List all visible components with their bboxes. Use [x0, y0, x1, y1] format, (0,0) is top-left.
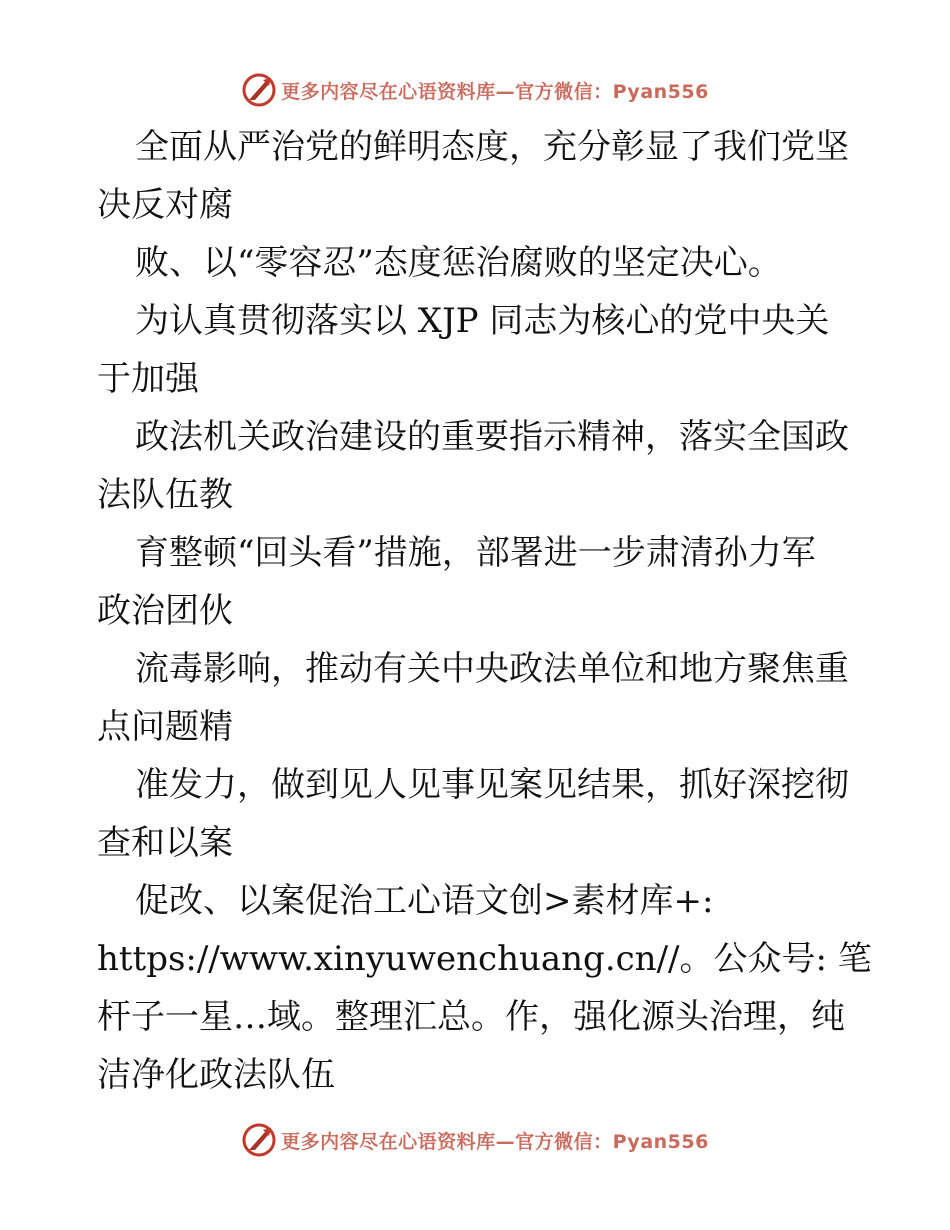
- text-line: 法队伍教: [97, 475, 233, 515]
- text-line: 准发力，做到见人见事见案见结果，抓好深挖彻: [135, 765, 849, 805]
- text-line: 于加强: [97, 359, 199, 399]
- text-line: 点问题精: [97, 707, 233, 747]
- text-line: 查和以案: [97, 823, 233, 863]
- watermark-text: 更多内容尽在心语资料库—官方微信：Pyan556: [281, 80, 709, 103]
- footer-watermark-banner: [0, 1120, 950, 1160]
- text-line: 流毒影响，推动有关中央政法单位和地方聚焦重: [135, 649, 849, 689]
- text-line: 育整顿“回头看”措施，部署进一步肃清孙力军: [135, 533, 816, 573]
- watermark-text: 更多内容尽在心语资料库—官方微信：Pyan556: [281, 1130, 709, 1153]
- text-line: 全面从严治党的鲜明态度，充分彰显了我们党坚: [135, 127, 849, 167]
- text-line: 为认真贯彻落实以 XJP 同志为核心的党中央关: [135, 301, 830, 341]
- quill-pen-logo-icon: [241, 1122, 277, 1158]
- text-line: 杆子一星…域。整理汇总。作，强化源头治理，纯: [97, 997, 845, 1037]
- quill-pen-logo-icon: [241, 72, 277, 108]
- text-line: 决反对腐: [97, 185, 233, 225]
- text-line: 洁净化政法队伍: [97, 1055, 335, 1095]
- document-body: [97, 118, 872, 1104]
- text-line: 政法机关政治建设的重要指示精神，落实全国政: [135, 417, 849, 457]
- text-line: 政治团伙: [97, 591, 233, 631]
- text-line: 败、以“零容忍”态度惩治腐败的坚定决心。: [135, 243, 782, 283]
- text-line: 促改、以案促治工心语文创>素材库+:: [135, 881, 714, 921]
- text-line: https://www.xinyuwenchuang.cn//。公众号: 笔: [97, 939, 872, 979]
- header-watermark-banner: [0, 70, 950, 110]
